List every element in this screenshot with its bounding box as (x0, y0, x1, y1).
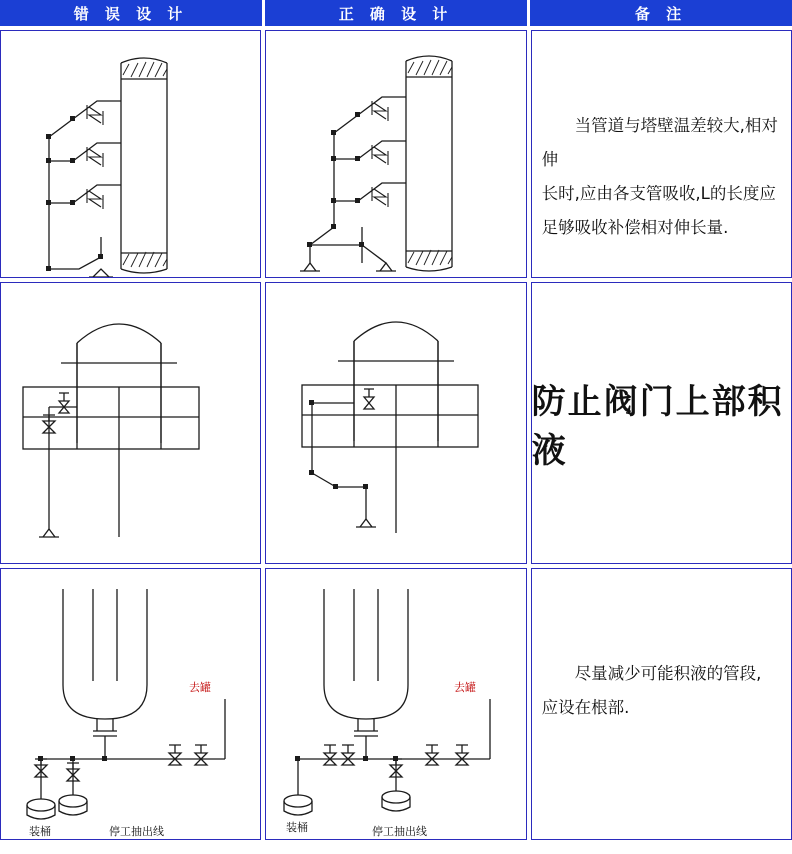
diagram-row1-wrong (1, 31, 261, 277)
header-label-wrong: 错 误 设 计 (73, 5, 189, 23)
table-row (0, 282, 792, 564)
header-label-correct: 正 确 设 计 (338, 5, 454, 23)
cell-row1-correct (265, 30, 526, 278)
remark-line: 长时,应由各支管吸收,L的长度应 (541, 184, 776, 203)
cell-row3-remark (531, 568, 792, 840)
remark-line: 尽量减少可能积液的管段, (574, 664, 762, 683)
label-shutdown-line: 停工抽出线 (109, 825, 164, 838)
cell-row1-remark (531, 30, 792, 278)
cell-row2-remark (531, 282, 792, 564)
comparison-grid (0, 26, 792, 840)
remark-line: 当管道与塔壁温差较大,相对伸 (541, 116, 778, 169)
label-to-tank: 去罐 (189, 681, 211, 694)
cell-row2-wrong (0, 282, 261, 564)
diagram-row3-wrong (1, 569, 261, 839)
header-cell-wrong-design (0, 0, 265, 26)
table-row (0, 30, 792, 278)
header-cell-remarks (530, 0, 792, 26)
remark-line: 足够吸收补偿相对伸长量. (541, 218, 729, 237)
table-row (0, 568, 792, 840)
remark-text-row2: 防止阀门上部积液 (531, 382, 784, 471)
label-drum: 装桶 (29, 825, 51, 838)
remark-line: 应设在根部. (541, 698, 630, 717)
cell-row1-wrong (0, 30, 261, 278)
header-cell-correct-design (265, 0, 530, 26)
diagram-row2-correct (266, 283, 526, 563)
label-drum: 装桶 (286, 821, 309, 834)
cell-row2-correct (265, 282, 526, 564)
diagram-row1-correct (266, 31, 526, 277)
cell-row3-wrong (0, 568, 261, 840)
remark-text-row3 (532, 569, 791, 725)
label-shutdown-line: 停工抽出线 (372, 825, 428, 838)
table-header (0, 0, 792, 26)
diagram-row2-wrong (1, 283, 261, 563)
cell-row3-correct (265, 568, 526, 840)
header-label-remarks: 备 注 (634, 5, 688, 23)
remark-text-row1 (532, 31, 791, 245)
diagram-row3-correct (266, 569, 526, 839)
label-to-tank: 去罐 (454, 681, 477, 694)
